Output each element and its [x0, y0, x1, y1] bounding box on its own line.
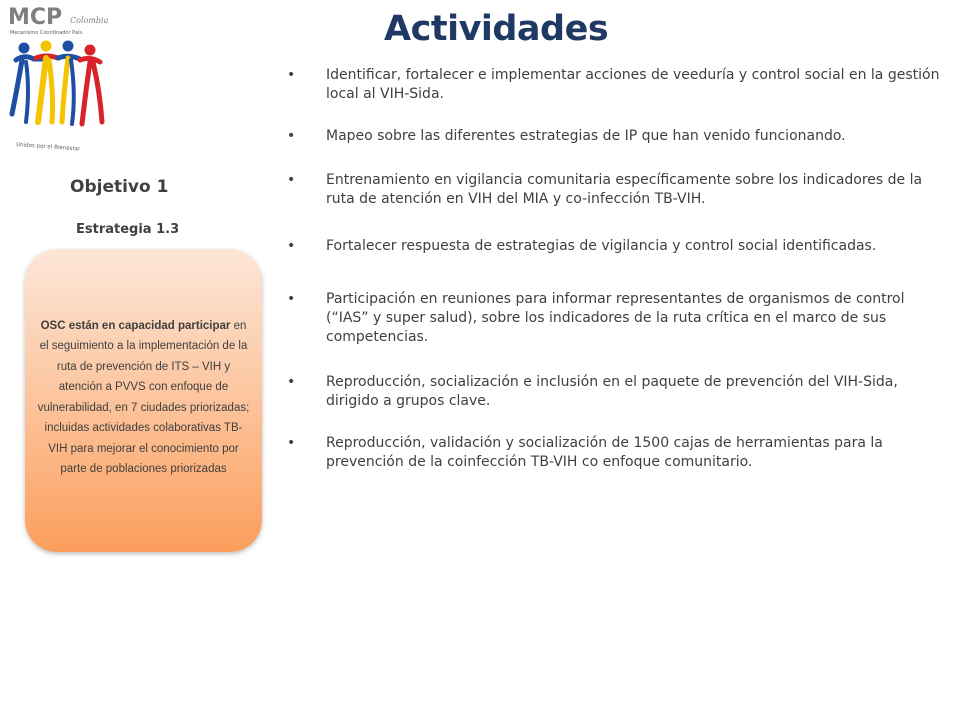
bullet-icon: • — [287, 128, 296, 144]
mcp-colombia-logo — [6, 4, 112, 152]
strategy-description-box — [25, 249, 262, 552]
activity-item — [287, 237, 943, 256]
activity-item — [287, 171, 943, 209]
logo-slogan: Unidos por el Bienestar — [15, 142, 81, 152]
bullet-icon: • — [287, 435, 296, 451]
activity-item — [287, 434, 943, 472]
logo-country: Colombia — [70, 16, 109, 25]
bullet-icon: • — [287, 238, 296, 254]
activity-item — [287, 127, 943, 146]
activity-item — [287, 66, 943, 104]
bullet-icon: • — [287, 67, 296, 83]
objective-label: Objetivo 1 — [70, 177, 169, 197]
logo-subtitle: Mecanismo Coordinador País. — [10, 30, 84, 36]
activity-text: Mapeo sobre las diferentes estrategias de IP que han venido funcionando. — [326, 128, 846, 144]
strategy-lead: OSC están en capacidad participar — [40, 319, 231, 332]
activity-item — [287, 373, 943, 411]
slide-title: Actividades — [384, 9, 609, 49]
people-figures-icon — [12, 41, 102, 125]
bullet-icon: • — [287, 172, 296, 188]
activities-list — [287, 66, 943, 495]
logo-brand: MCP — [8, 5, 63, 30]
activity-item — [287, 290, 943, 347]
strategy-label: Estrategia 1.3 — [76, 222, 180, 237]
activity-text: Fortalecer respuesta de estrategias de vigilancia y control social identificadas. — [326, 238, 877, 254]
activity-text: Entrenamiento en vigilancia comunitaria específicamente sobre los indicadores de la ruta de atención en VIH del MIA y co-infección TB-VIH. — [326, 172, 923, 207]
strategy-description — [35, 316, 252, 480]
activity-text: Identificar, fortalecer e implementar acciones de veeduría y control social en la gestión local al VIH-Sida. — [326, 67, 940, 102]
strategy-body: en el seguimiento a la implementación de la ruta de prevención de ITS – VIH y atención a PVVS con enfoque de vulnerabilidad, en 7 ciudades priorizadas; incluidas actividades colaborativas TB-VIH para mejorar el conocimiento por parte de poblaciones priorizadas — [37, 319, 250, 475]
activity-text: Reproducción, socialización e inclusión en el paquete de prevención del VIH-Sida, dirigido a grupos clave. — [326, 374, 898, 409]
activity-text: Participación en reuniones para informar representantes de organismos de control (“IAS” y super salud), sobre los indicadores de la ruta crítica en el marco de sus competencias. — [326, 291, 905, 345]
bullet-icon: • — [287, 374, 296, 390]
activity-text: Reproducción, validación y socialización de 1500 cajas de herramientas para la prevención de la coinfección TB-VIH co enfoque comunitario. — [326, 435, 883, 470]
bullet-icon: • — [287, 291, 296, 307]
